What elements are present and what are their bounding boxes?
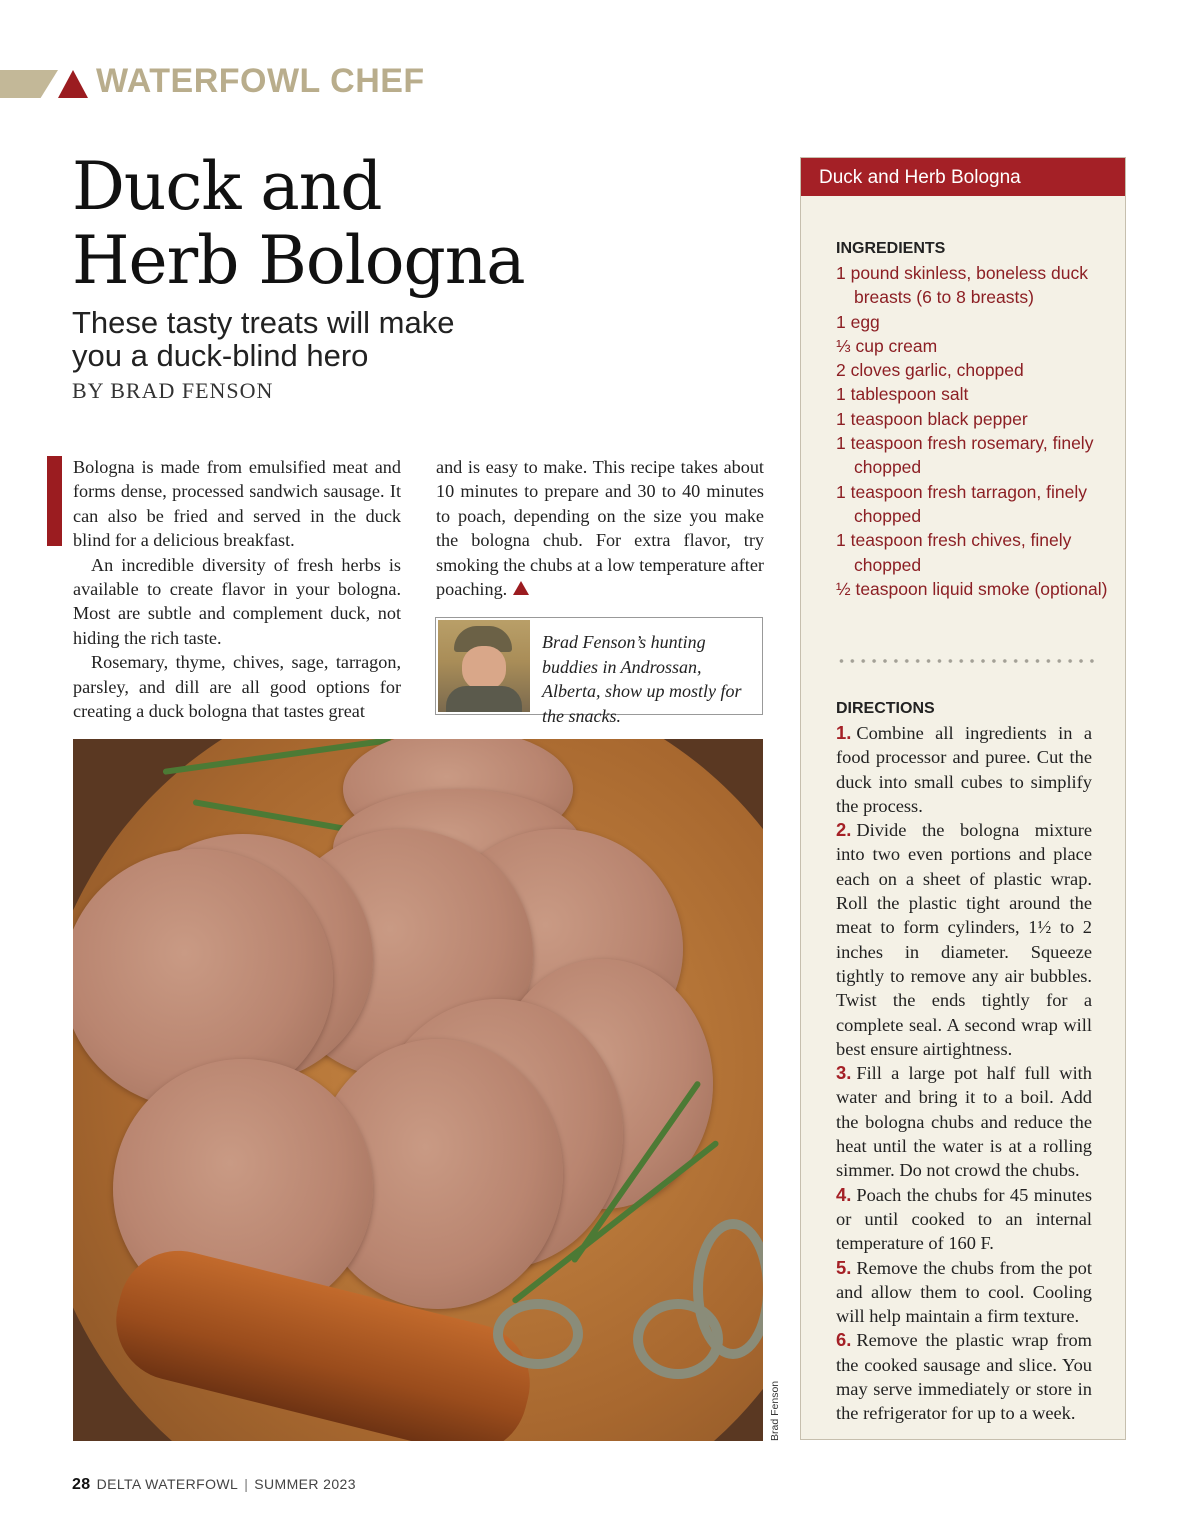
author-caption: Brad Fenson’s hunting buddies in Androssan, Alberta, show up mostly for the snacks. bbox=[542, 632, 742, 726]
page-footer bbox=[72, 1476, 356, 1494]
step-text: Fill a large pot half full with water and bring it to a boil. Add the bologna chubs and reduce the heat until the water is at a rolling simmer. Do not crowd the chubs. bbox=[836, 1063, 1092, 1181]
body-paragraph: Rosemary, thyme, chives, sage, tarragon, parsley, and dill are all good options for creating a duck bologna that tastes great bbox=[73, 652, 401, 722]
ingredient-item: 1 tablespoon salt bbox=[836, 384, 969, 405]
recipe-sidebar bbox=[800, 157, 1126, 1440]
author-face bbox=[462, 646, 506, 690]
subhead-line-2: you a duck-blind hero bbox=[72, 338, 369, 373]
ingredient-item: 1 teaspoon fresh tarragon, finely chopped bbox=[836, 481, 1087, 526]
lanyard-rope bbox=[493, 1299, 583, 1369]
step-number: 3. bbox=[836, 1062, 852, 1084]
ingredient-item: 1 egg bbox=[836, 311, 880, 332]
step-text: Divide the bologna mixture into two even portions and place each on a sheet of plastic wrap. Roll the plastic tight around the meat to form cylinders, 1½ to 2 inches in diameter. Squeeze tightly to remove any air bubbles. Twist the ends tightly for a complete seal. A second wrap will best ensure airtightness. bbox=[836, 820, 1092, 1059]
section-title: WATERFOWL CHEF bbox=[96, 62, 425, 100]
paragraph-accent-bar bbox=[47, 456, 62, 546]
direction-step bbox=[836, 1328, 1092, 1425]
direction-step bbox=[836, 721, 1092, 818]
ingredients-label: INGREDIENTS bbox=[836, 240, 946, 257]
subhead-line-1: These tasty treats will make bbox=[72, 305, 455, 340]
direction-step bbox=[836, 1061, 1092, 1182]
directions-list bbox=[836, 721, 1092, 1426]
recipe-title: Duck and Herb Bologna bbox=[801, 158, 1125, 196]
step-text: Remove the plastic wrap from the cooked sausage and slice. You may serve immediately or store in the refrigerator for up to a week. bbox=[836, 1330, 1092, 1424]
ingredient-item: 1 teaspoon fresh chives, finely chopped bbox=[836, 530, 1072, 575]
author-box bbox=[435, 617, 763, 726]
byline: BY BRAD FENSON bbox=[72, 378, 274, 403]
step-text: Remove the chubs from the pot and allow them to cool. Cooling will help maintain a firm texture. bbox=[836, 1257, 1092, 1327]
step-number: 5. bbox=[836, 1256, 852, 1278]
directions-label: DIRECTIONS bbox=[836, 700, 935, 717]
step-number: 4. bbox=[836, 1183, 852, 1205]
ingredient-item: ½ teaspoon liquid smoke (optional) bbox=[836, 578, 1108, 599]
bologna-photo bbox=[73, 739, 763, 1441]
step-number: 1. bbox=[836, 722, 852, 743]
issue-date: SUMMER 2023 bbox=[254, 1476, 356, 1492]
end-mark-triangle-icon bbox=[513, 581, 529, 595]
article-subhead bbox=[72, 306, 772, 372]
step-text: Combine all ingredients in a food processor and puree. Cut the duck into small cubes to simplify the process. bbox=[836, 723, 1092, 816]
section-accent-bar bbox=[0, 70, 58, 98]
triangle-icon bbox=[58, 70, 88, 98]
step-number: 6. bbox=[836, 1329, 852, 1351]
ingredient-item: ⅓ cup cream bbox=[836, 335, 938, 356]
headline-line-1: Duck and bbox=[72, 148, 382, 225]
lanyard-rope bbox=[693, 1219, 763, 1359]
photo-credit: Brad Fenson bbox=[769, 1380, 781, 1441]
direction-step bbox=[836, 1256, 1092, 1329]
body-paragraph bbox=[436, 455, 764, 601]
footer-separator: | bbox=[244, 1476, 249, 1492]
direction-step bbox=[836, 1183, 1092, 1256]
headline-line-2: Herb Bologna bbox=[72, 222, 525, 299]
body-column-1 bbox=[73, 455, 401, 723]
body-paragraph: Bologna is made from emulsified meat and forms dense, processed sandwich sausage. It can also be fried and served in the duck blind for a delicious breakfast. bbox=[73, 457, 401, 551]
publication-name: DELTA WATERFOWL bbox=[96, 1476, 239, 1492]
step-text: Poach the chubs for 45 minutes or until cooked to an internal temperature of 160 F. bbox=[836, 1184, 1092, 1254]
body-paragraph-text: and is easy to make. This recipe takes about 10 minutes to prepare and 30 to 40 minutes to poach, depending on the size you make the bologna chub. For extra flavor, try smoking the chubs at a low temperature after poaching. bbox=[436, 457, 764, 600]
step-number: 2. bbox=[836, 819, 852, 841]
ingredient-item: 1 teaspoon fresh rosemary, finely chopped bbox=[836, 433, 1094, 478]
direction-step bbox=[836, 818, 1092, 1061]
author-photo bbox=[438, 620, 530, 712]
ingredient-item: 1 pound skinless, boneless duck breasts (6 to 8 breasts) bbox=[836, 263, 1088, 308]
dotted-divider bbox=[836, 658, 1098, 664]
ingredient-item: 1 teaspoon black pepper bbox=[836, 408, 1028, 429]
page-number: 28 bbox=[72, 1476, 91, 1493]
author-coat bbox=[446, 686, 522, 712]
body-paragraph: An incredible diversity of fresh herbs is available to create flavor in your bologna. Most are subtle and complement duck, not hiding the rich taste. bbox=[73, 554, 401, 648]
ingredients-list bbox=[836, 261, 1116, 601]
body-column-2 bbox=[436, 455, 764, 601]
ingredient-item: 2 cloves garlic, chopped bbox=[836, 360, 1024, 381]
article-headline bbox=[72, 150, 772, 298]
